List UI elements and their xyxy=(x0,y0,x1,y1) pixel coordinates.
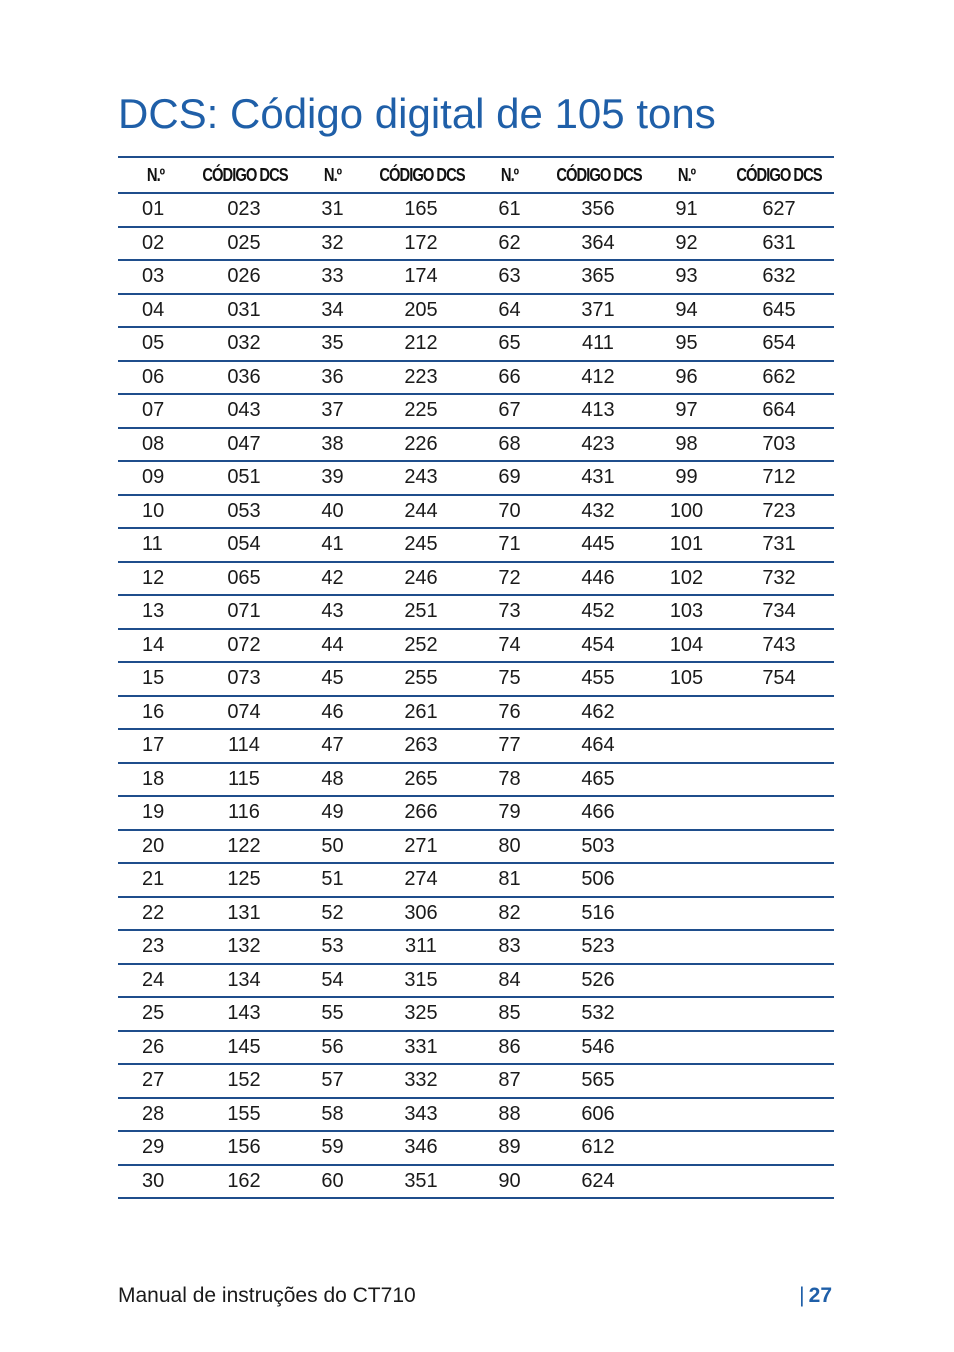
cell-number: 59 xyxy=(295,1131,370,1165)
cell-dcs-code: 032 xyxy=(193,327,295,361)
table-row xyxy=(118,729,834,763)
cell-dcs-code xyxy=(724,1064,834,1098)
cell-number xyxy=(649,830,724,864)
cell-dcs-code: 172 xyxy=(370,227,472,261)
cell-dcs-code: 043 xyxy=(193,394,295,428)
cell-number: 90 xyxy=(472,1165,547,1199)
cell-number: 104 xyxy=(649,629,724,663)
cell-dcs-code: 051 xyxy=(193,461,295,495)
cell-dcs-code: 723 xyxy=(724,495,834,529)
cell-number: 17 xyxy=(118,729,193,763)
cell-dcs-code: 731 xyxy=(724,528,834,562)
cell-number: 27 xyxy=(118,1064,193,1098)
cell-dcs-code: 205 xyxy=(370,294,472,328)
cell-dcs-code: 223 xyxy=(370,361,472,395)
cell-dcs-code xyxy=(724,1031,834,1065)
table-row xyxy=(118,562,834,596)
cell-number: 54 xyxy=(295,964,370,998)
cell-number: 14 xyxy=(118,629,193,663)
cell-number: 15 xyxy=(118,662,193,696)
header-dcs-code: CÓDIGO DCS xyxy=(724,157,834,193)
header-number: N.º xyxy=(118,157,193,193)
cell-dcs-code: 523 xyxy=(547,930,649,964)
cell-dcs-code: 053 xyxy=(193,495,295,529)
cell-number xyxy=(649,1064,724,1098)
cell-number: 16 xyxy=(118,696,193,730)
cell-dcs-code: 365 xyxy=(547,260,649,294)
cell-dcs-code: 632 xyxy=(724,260,834,294)
cell-number: 76 xyxy=(472,696,547,730)
cell-number: 75 xyxy=(472,662,547,696)
cell-dcs-code: 356 xyxy=(547,193,649,227)
cell-dcs-code: 413 xyxy=(547,394,649,428)
cell-dcs-code: 047 xyxy=(193,428,295,462)
cell-dcs-code xyxy=(724,830,834,864)
cell-number xyxy=(649,1098,724,1132)
cell-number: 86 xyxy=(472,1031,547,1065)
table-row xyxy=(118,528,834,562)
footer-page-number xyxy=(799,1284,832,1308)
cell-number: 77 xyxy=(472,729,547,763)
header-dcs-code: CÓDIGO DCS xyxy=(547,157,649,193)
cell-number: 06 xyxy=(118,361,193,395)
cell-dcs-code xyxy=(724,729,834,763)
cell-number: 21 xyxy=(118,863,193,897)
cell-dcs-code: 026 xyxy=(193,260,295,294)
cell-number: 66 xyxy=(472,361,547,395)
cell-dcs-code xyxy=(724,1131,834,1165)
cell-dcs-code: 431 xyxy=(547,461,649,495)
cell-number: 68 xyxy=(472,428,547,462)
cell-dcs-code: 245 xyxy=(370,528,472,562)
cell-dcs-code: 054 xyxy=(193,528,295,562)
cell-number: 10 xyxy=(118,495,193,529)
cell-dcs-code: 065 xyxy=(193,562,295,596)
cell-number: 79 xyxy=(472,796,547,830)
cell-number: 100 xyxy=(649,495,724,529)
cell-dcs-code: 452 xyxy=(547,595,649,629)
cell-dcs-code: 411 xyxy=(547,327,649,361)
cell-number: 58 xyxy=(295,1098,370,1132)
cell-dcs-code: 624 xyxy=(547,1165,649,1199)
cell-number: 30 xyxy=(118,1165,193,1199)
table-row xyxy=(118,897,834,931)
table-header-row xyxy=(118,157,834,193)
cell-dcs-code: 165 xyxy=(370,193,472,227)
cell-dcs-code: 734 xyxy=(724,595,834,629)
cell-number: 53 xyxy=(295,930,370,964)
cell-number: 25 xyxy=(118,997,193,1031)
cell-dcs-code: 271 xyxy=(370,830,472,864)
cell-dcs-code: 125 xyxy=(193,863,295,897)
cell-dcs-code: 743 xyxy=(724,629,834,663)
cell-number: 20 xyxy=(118,830,193,864)
cell-dcs-code: 155 xyxy=(193,1098,295,1132)
cell-dcs-code: 503 xyxy=(547,830,649,864)
cell-number: 07 xyxy=(118,394,193,428)
cell-number: 11 xyxy=(118,528,193,562)
cell-dcs-code: 311 xyxy=(370,930,472,964)
cell-dcs-code: 306 xyxy=(370,897,472,931)
table-row xyxy=(118,394,834,428)
cell-dcs-code: 712 xyxy=(724,461,834,495)
cell-dcs-code: 351 xyxy=(370,1165,472,1199)
cell-dcs-code: 072 xyxy=(193,629,295,663)
cell-number: 98 xyxy=(649,428,724,462)
cell-dcs-code: 261 xyxy=(370,696,472,730)
footer-separator: | xyxy=(799,1284,805,1307)
cell-number: 41 xyxy=(295,528,370,562)
cell-number: 105 xyxy=(649,662,724,696)
table-row xyxy=(118,629,834,663)
table-row xyxy=(118,1098,834,1132)
cell-dcs-code: 266 xyxy=(370,796,472,830)
cell-number: 12 xyxy=(118,562,193,596)
cell-dcs-code: 071 xyxy=(193,595,295,629)
cell-number: 96 xyxy=(649,361,724,395)
cell-dcs-code: 315 xyxy=(370,964,472,998)
cell-number: 19 xyxy=(118,796,193,830)
cell-dcs-code: 246 xyxy=(370,562,472,596)
cell-dcs-code xyxy=(724,964,834,998)
cell-dcs-code: 162 xyxy=(193,1165,295,1199)
table-row xyxy=(118,428,834,462)
cell-number: 51 xyxy=(295,863,370,897)
table-row xyxy=(118,1165,834,1199)
header-dcs-code: CÓDIGO DCS xyxy=(193,157,295,193)
cell-dcs-code: 251 xyxy=(370,595,472,629)
cell-dcs-code: 532 xyxy=(547,997,649,1031)
cell-number: 04 xyxy=(118,294,193,328)
cell-dcs-code: 612 xyxy=(547,1131,649,1165)
table-row xyxy=(118,1131,834,1165)
cell-number xyxy=(649,763,724,797)
cell-dcs-code: 423 xyxy=(547,428,649,462)
cell-number: 57 xyxy=(295,1064,370,1098)
cell-dcs-code xyxy=(724,1165,834,1199)
cell-number: 47 xyxy=(295,729,370,763)
cell-dcs-code xyxy=(724,1098,834,1132)
cell-number xyxy=(649,997,724,1031)
cell-dcs-code: 134 xyxy=(193,964,295,998)
table-row xyxy=(118,763,834,797)
cell-number: 101 xyxy=(649,528,724,562)
cell-number: 93 xyxy=(649,260,724,294)
table-row xyxy=(118,830,834,864)
table-row xyxy=(118,327,834,361)
cell-dcs-code: 446 xyxy=(547,562,649,596)
cell-dcs-code: 627 xyxy=(724,193,834,227)
cell-number: 32 xyxy=(295,227,370,261)
table-row xyxy=(118,193,834,227)
cell-number: 94 xyxy=(649,294,724,328)
cell-number xyxy=(649,930,724,964)
cell-number: 43 xyxy=(295,595,370,629)
cell-dcs-code: 432 xyxy=(547,495,649,529)
cell-number: 64 xyxy=(472,294,547,328)
cell-dcs-code: 645 xyxy=(724,294,834,328)
cell-dcs-code: 332 xyxy=(370,1064,472,1098)
cell-number: 46 xyxy=(295,696,370,730)
cell-dcs-code: 445 xyxy=(547,528,649,562)
cell-number: 84 xyxy=(472,964,547,998)
cell-dcs-code: 074 xyxy=(193,696,295,730)
cell-dcs-code: 464 xyxy=(547,729,649,763)
table-row xyxy=(118,696,834,730)
cell-dcs-code: 462 xyxy=(547,696,649,730)
cell-number: 97 xyxy=(649,394,724,428)
cell-dcs-code: 265 xyxy=(370,763,472,797)
cell-dcs-code: 023 xyxy=(193,193,295,227)
cell-dcs-code: 325 xyxy=(370,997,472,1031)
cell-dcs-code: 454 xyxy=(547,629,649,663)
table-row xyxy=(118,863,834,897)
cell-dcs-code: 664 xyxy=(724,394,834,428)
cell-number: 67 xyxy=(472,394,547,428)
cell-number xyxy=(649,1031,724,1065)
cell-dcs-code: 131 xyxy=(193,897,295,931)
cell-number: 18 xyxy=(118,763,193,797)
cell-number: 50 xyxy=(295,830,370,864)
cell-dcs-code: 465 xyxy=(547,763,649,797)
cell-number: 89 xyxy=(472,1131,547,1165)
cell-dcs-code: 466 xyxy=(547,796,649,830)
cell-number: 35 xyxy=(295,327,370,361)
table-row xyxy=(118,361,834,395)
table-row xyxy=(118,595,834,629)
cell-dcs-code xyxy=(724,897,834,931)
cell-number: 26 xyxy=(118,1031,193,1065)
cell-number: 81 xyxy=(472,863,547,897)
cell-dcs-code: 252 xyxy=(370,629,472,663)
cell-number: 69 xyxy=(472,461,547,495)
cell-number: 102 xyxy=(649,562,724,596)
cell-dcs-code: 662 xyxy=(724,361,834,395)
table-row xyxy=(118,227,834,261)
cell-number: 99 xyxy=(649,461,724,495)
cell-dcs-code: 122 xyxy=(193,830,295,864)
cell-dcs-code: 606 xyxy=(547,1098,649,1132)
cell-number: 34 xyxy=(295,294,370,328)
table-row xyxy=(118,1031,834,1065)
cell-number: 95 xyxy=(649,327,724,361)
cell-number: 31 xyxy=(295,193,370,227)
table-row xyxy=(118,260,834,294)
cell-dcs-code: 073 xyxy=(193,662,295,696)
cell-number: 52 xyxy=(295,897,370,931)
cell-number: 24 xyxy=(118,964,193,998)
cell-number: 87 xyxy=(472,1064,547,1098)
cell-dcs-code xyxy=(724,763,834,797)
cell-dcs-code: 274 xyxy=(370,863,472,897)
page-title: DCS: Código digital de 105 tons xyxy=(118,90,716,137)
cell-dcs-code: 364 xyxy=(547,227,649,261)
cell-number: 40 xyxy=(295,495,370,529)
table-row xyxy=(118,1064,834,1098)
cell-number: 56 xyxy=(295,1031,370,1065)
cell-number: 88 xyxy=(472,1098,547,1132)
header-dcs-code: CÓDIGO DCS xyxy=(370,157,472,193)
cell-number: 23 xyxy=(118,930,193,964)
cell-dcs-code: 243 xyxy=(370,461,472,495)
cell-dcs-code: 754 xyxy=(724,662,834,696)
cell-number: 63 xyxy=(472,260,547,294)
cell-number: 73 xyxy=(472,595,547,629)
cell-dcs-code: 212 xyxy=(370,327,472,361)
cell-dcs-code: 115 xyxy=(193,763,295,797)
cell-number xyxy=(649,1165,724,1199)
cell-number: 70 xyxy=(472,495,547,529)
cell-number: 13 xyxy=(118,595,193,629)
cell-number: 71 xyxy=(472,528,547,562)
cell-dcs-code: 343 xyxy=(370,1098,472,1132)
cell-number: 29 xyxy=(118,1131,193,1165)
cell-number: 80 xyxy=(472,830,547,864)
cell-dcs-code: 526 xyxy=(547,964,649,998)
cell-dcs-code: 654 xyxy=(724,327,834,361)
table-row xyxy=(118,662,834,696)
cell-number: 55 xyxy=(295,997,370,1031)
header-number: N.º xyxy=(649,157,724,193)
table-row xyxy=(118,461,834,495)
cell-dcs-code: 346 xyxy=(370,1131,472,1165)
cell-dcs-code: 143 xyxy=(193,997,295,1031)
cell-number: 45 xyxy=(295,662,370,696)
cell-number: 62 xyxy=(472,227,547,261)
cell-dcs-code: 132 xyxy=(193,930,295,964)
cell-number: 83 xyxy=(472,930,547,964)
cell-dcs-code xyxy=(724,997,834,1031)
cell-dcs-code: 732 xyxy=(724,562,834,596)
table-row xyxy=(118,930,834,964)
cell-dcs-code: 516 xyxy=(547,897,649,931)
cell-dcs-code: 036 xyxy=(193,361,295,395)
table-row xyxy=(118,294,834,328)
cell-number xyxy=(649,897,724,931)
header-number: N.º xyxy=(295,157,370,193)
cell-dcs-code: 116 xyxy=(193,796,295,830)
cell-dcs-code: 331 xyxy=(370,1031,472,1065)
cell-dcs-code xyxy=(724,696,834,730)
cell-number xyxy=(649,729,724,763)
cell-dcs-code xyxy=(724,796,834,830)
header-number: N.º xyxy=(472,157,547,193)
table-row xyxy=(118,997,834,1031)
cell-number: 72 xyxy=(472,562,547,596)
cell-number: 103 xyxy=(649,595,724,629)
cell-number: 92 xyxy=(649,227,724,261)
table-row xyxy=(118,495,834,529)
cell-number: 91 xyxy=(649,193,724,227)
cell-number: 85 xyxy=(472,997,547,1031)
cell-dcs-code: 152 xyxy=(193,1064,295,1098)
cell-dcs-code: 244 xyxy=(370,495,472,529)
cell-number: 33 xyxy=(295,260,370,294)
dcs-code-table xyxy=(118,156,834,1199)
cell-number: 61 xyxy=(472,193,547,227)
cell-number: 22 xyxy=(118,897,193,931)
cell-number: 05 xyxy=(118,327,193,361)
cell-number: 74 xyxy=(472,629,547,663)
cell-dcs-code: 145 xyxy=(193,1031,295,1065)
cell-number xyxy=(649,1131,724,1165)
cell-number: 44 xyxy=(295,629,370,663)
cell-number: 03 xyxy=(118,260,193,294)
table-body xyxy=(118,193,834,1198)
cell-number: 02 xyxy=(118,227,193,261)
cell-number: 37 xyxy=(295,394,370,428)
cell-number xyxy=(649,863,724,897)
table-row xyxy=(118,796,834,830)
cell-dcs-code: 455 xyxy=(547,662,649,696)
cell-dcs-code: 263 xyxy=(370,729,472,763)
cell-number: 49 xyxy=(295,796,370,830)
cell-number: 08 xyxy=(118,428,193,462)
cell-dcs-code xyxy=(724,863,834,897)
cell-number: 60 xyxy=(295,1165,370,1199)
cell-number xyxy=(649,796,724,830)
cell-number xyxy=(649,696,724,730)
table-row xyxy=(118,964,834,998)
cell-dcs-code: 226 xyxy=(370,428,472,462)
cell-dcs-code: 031 xyxy=(193,294,295,328)
cell-number xyxy=(649,964,724,998)
cell-dcs-code: 703 xyxy=(724,428,834,462)
cell-dcs-code: 225 xyxy=(370,394,472,428)
cell-number: 01 xyxy=(118,193,193,227)
cell-dcs-code: 174 xyxy=(370,260,472,294)
page-number: 27 xyxy=(808,1284,832,1307)
cell-number: 78 xyxy=(472,763,547,797)
cell-number: 82 xyxy=(472,897,547,931)
cell-dcs-code: 546 xyxy=(547,1031,649,1065)
cell-dcs-code: 631 xyxy=(724,227,834,261)
cell-dcs-code: 565 xyxy=(547,1064,649,1098)
cell-number: 09 xyxy=(118,461,193,495)
cell-dcs-code: 412 xyxy=(547,361,649,395)
cell-dcs-code xyxy=(724,930,834,964)
cell-number: 39 xyxy=(295,461,370,495)
cell-dcs-code: 025 xyxy=(193,227,295,261)
cell-dcs-code: 371 xyxy=(547,294,649,328)
cell-number: 42 xyxy=(295,562,370,596)
footer-manual-title: Manual de instruções do CT710 xyxy=(118,1284,416,1307)
cell-dcs-code: 506 xyxy=(547,863,649,897)
cell-number: 28 xyxy=(118,1098,193,1132)
cell-dcs-code: 156 xyxy=(193,1131,295,1165)
cell-dcs-code: 114 xyxy=(193,729,295,763)
cell-number: 48 xyxy=(295,763,370,797)
cell-number: 36 xyxy=(295,361,370,395)
cell-number: 38 xyxy=(295,428,370,462)
cell-dcs-code: 255 xyxy=(370,662,472,696)
cell-number: 65 xyxy=(472,327,547,361)
